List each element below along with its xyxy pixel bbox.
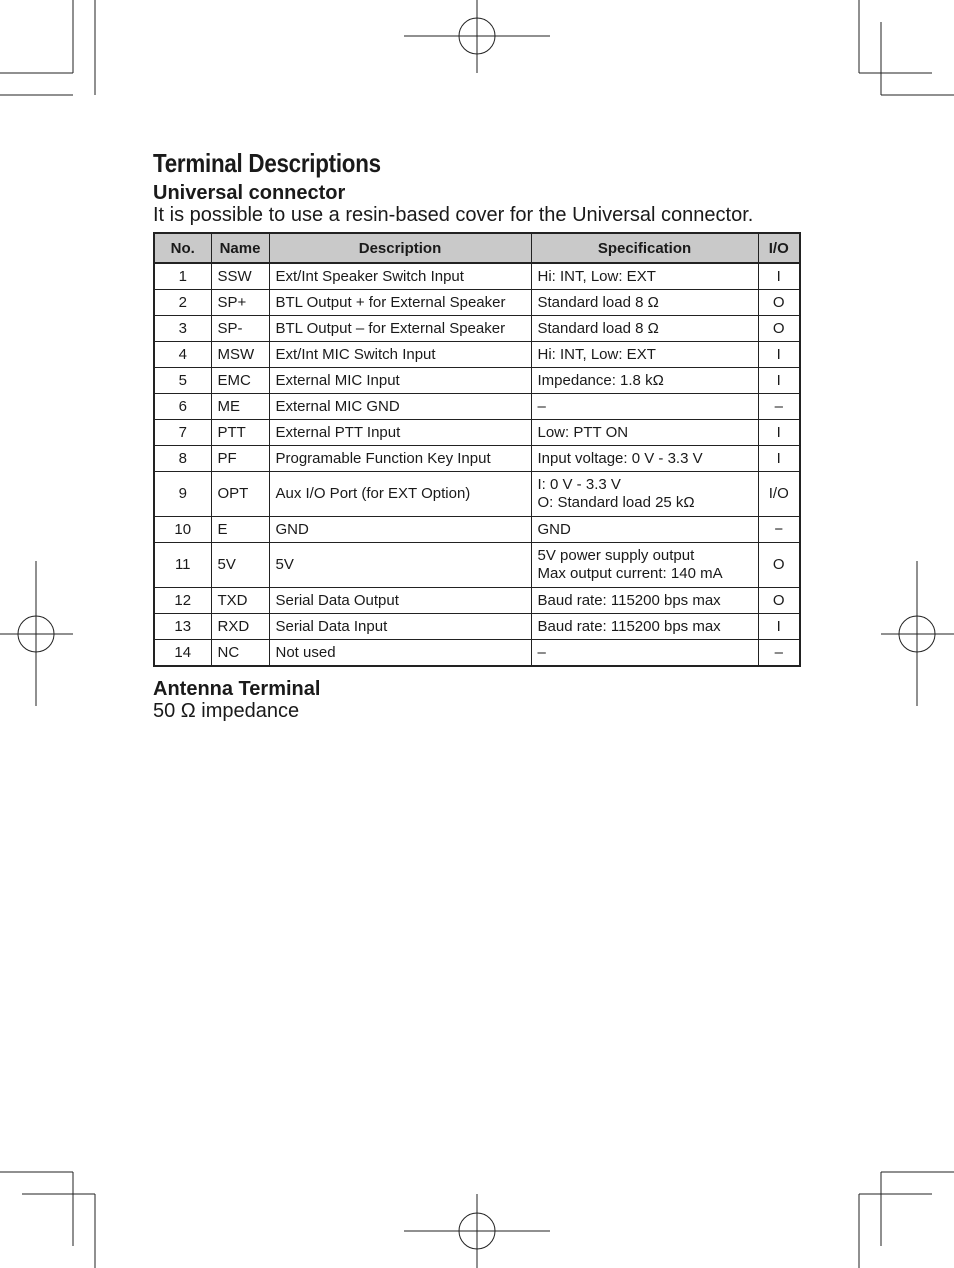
cell-io: I bbox=[758, 342, 800, 368]
spec-line: O: Standard load 25 kΩ bbox=[537, 494, 695, 511]
cell-io: O bbox=[758, 543, 800, 588]
cell-description: 5V bbox=[269, 543, 531, 588]
cell-description: External PTT Input bbox=[269, 420, 531, 446]
header-io: I/O bbox=[758, 233, 800, 263]
cell-specification bbox=[531, 588, 758, 614]
table-row bbox=[154, 394, 800, 420]
spec-line: Max output current: 140 mA bbox=[537, 565, 723, 582]
cell-specification bbox=[531, 472, 758, 517]
universal-connector-heading: Universal connector bbox=[153, 182, 346, 204]
spec-line: Standard load 8 Ω bbox=[537, 293, 659, 311]
table-row bbox=[154, 368, 800, 394]
cell-io: O bbox=[758, 588, 800, 614]
header-name: Name bbox=[211, 233, 269, 263]
spec-line: Standard load 8 Ω bbox=[537, 319, 659, 337]
cell-no: 13 bbox=[154, 614, 211, 640]
cell-io: I bbox=[758, 446, 800, 472]
table-row bbox=[154, 342, 800, 368]
cell-name: SP+ bbox=[211, 290, 269, 316]
table-row bbox=[154, 543, 800, 588]
cell-io: O bbox=[758, 290, 800, 316]
table-row bbox=[154, 588, 800, 614]
cell-no: 14 bbox=[154, 640, 211, 667]
cell-description: GND bbox=[269, 517, 531, 543]
spec-line: – bbox=[537, 397, 546, 415]
table-header-row bbox=[154, 233, 800, 263]
cell-io: O bbox=[758, 316, 800, 342]
registration-mark-bottom bbox=[404, 1194, 550, 1268]
cell-name: PTT bbox=[211, 420, 269, 446]
cell-name: SSW bbox=[211, 263, 269, 290]
spec-line: Impedance: 1.8 kΩ bbox=[537, 371, 664, 389]
cell-specification bbox=[531, 368, 758, 394]
header-specification: Specification bbox=[531, 233, 758, 263]
spec-line: Hi: INT, Low: EXT bbox=[537, 267, 656, 285]
cell-description: Programable Function Key Input bbox=[269, 446, 531, 472]
cell-name: E bbox=[211, 517, 269, 543]
registration-mark-top bbox=[404, 0, 550, 73]
cell-description: External MIC Input bbox=[269, 368, 531, 394]
table-row bbox=[154, 517, 800, 543]
cell-no: 7 bbox=[154, 420, 211, 446]
cell-description: Serial Data Output bbox=[269, 588, 531, 614]
cell-name: OPT bbox=[211, 472, 269, 517]
cell-specification bbox=[531, 316, 758, 342]
cell-io: – bbox=[758, 394, 800, 420]
registration-mark-right bbox=[881, 561, 954, 706]
spec-line: Baud rate: 115200 bps max bbox=[537, 617, 721, 635]
spec-line: Input voltage: 0 V - 3.3 V bbox=[537, 449, 703, 467]
cell-specification bbox=[531, 614, 758, 640]
cell-description: Serial Data Input bbox=[269, 614, 531, 640]
cell-specification bbox=[531, 263, 758, 290]
spec-line: I: 0 V - 3.3 V bbox=[537, 476, 621, 493]
cell-no: 3 bbox=[154, 316, 211, 342]
cell-name: RXD bbox=[211, 614, 269, 640]
cell-description: Aux I/O Port (for EXT Option) bbox=[269, 472, 531, 517]
cell-no: 2 bbox=[154, 290, 211, 316]
table-row bbox=[154, 472, 800, 517]
cell-no: 10 bbox=[154, 517, 211, 543]
cell-name: ME bbox=[211, 394, 269, 420]
spec-line: Hi: INT, Low: EXT bbox=[537, 345, 656, 363]
cell-name: NC bbox=[211, 640, 269, 667]
cell-description: External MIC GND bbox=[269, 394, 531, 420]
cell-io: I bbox=[758, 420, 800, 446]
cell-name: EMC bbox=[211, 368, 269, 394]
cell-no: 1 bbox=[154, 263, 211, 290]
cell-io: I bbox=[758, 614, 800, 640]
spec-line: Low: PTT ON bbox=[537, 423, 629, 441]
spec-line: Baud rate: 115200 bps max bbox=[537, 591, 721, 609]
cell-no: 4 bbox=[154, 342, 211, 368]
spec-line: 5V power supply output bbox=[537, 547, 695, 564]
cell-specification bbox=[531, 543, 758, 588]
cell-io: I bbox=[758, 368, 800, 394]
antenna-value: 50 Ω impedance bbox=[153, 700, 300, 722]
crop-mark-bottom-left bbox=[0, 1172, 95, 1268]
cell-no: 9 bbox=[154, 472, 211, 517]
crop-mark-bottom-right bbox=[859, 1172, 954, 1268]
cell-specification bbox=[531, 446, 758, 472]
table-row bbox=[154, 446, 800, 472]
cell-description: Not used bbox=[269, 640, 531, 667]
cell-specification bbox=[531, 342, 758, 368]
cell-specification bbox=[531, 394, 758, 420]
cell-description: BTL Output + for External Speaker bbox=[269, 290, 531, 316]
cell-io: I/O bbox=[758, 472, 800, 517]
registration-mark-left bbox=[0, 561, 73, 706]
cell-description: BTL Output – for External Speaker bbox=[269, 316, 531, 342]
header-no: No. bbox=[154, 233, 211, 263]
cell-no: 6 bbox=[154, 394, 211, 420]
cell-io: I bbox=[758, 263, 800, 290]
cell-no: 5 bbox=[154, 368, 211, 394]
terminal-table bbox=[153, 232, 801, 667]
cell-specification bbox=[531, 290, 758, 316]
cell-name: SP- bbox=[211, 316, 269, 342]
page-content bbox=[153, 148, 803, 722]
universal-connector-note: It is possible to use a resin-based cover for the Universal connector. bbox=[153, 204, 754, 226]
cell-description: Ext/Int MIC Switch Input bbox=[269, 342, 531, 368]
cell-io: – bbox=[758, 640, 800, 667]
antenna-heading: Antenna Terminal bbox=[153, 678, 321, 700]
crop-mark-top-right bbox=[859, 0, 954, 95]
cell-name: PF bbox=[211, 446, 269, 472]
cell-specification bbox=[531, 517, 758, 543]
cell-name: TXD bbox=[211, 588, 269, 614]
crop-mark-top-left bbox=[0, 0, 95, 95]
cell-no: 12 bbox=[154, 588, 211, 614]
cell-description: Ext/Int Speaker Switch Input bbox=[269, 263, 531, 290]
table-row bbox=[154, 640, 800, 667]
cell-no: 11 bbox=[154, 543, 211, 588]
antenna-section bbox=[153, 678, 803, 722]
cell-name: 5V bbox=[211, 543, 269, 588]
spec-line: – bbox=[537, 643, 546, 661]
cell-no: 8 bbox=[154, 446, 211, 472]
header-description: Description bbox=[269, 233, 531, 263]
page-title: Terminal Descriptions bbox=[153, 148, 381, 178]
cell-io: − bbox=[758, 517, 800, 543]
table-row bbox=[154, 420, 800, 446]
spec-line: GND bbox=[537, 520, 571, 538]
table-row bbox=[154, 316, 800, 342]
cell-specification bbox=[531, 420, 758, 446]
table-row bbox=[154, 290, 800, 316]
table-row bbox=[154, 614, 800, 640]
table-row bbox=[154, 263, 800, 290]
cell-specification bbox=[531, 640, 758, 667]
cell-name: MSW bbox=[211, 342, 269, 368]
